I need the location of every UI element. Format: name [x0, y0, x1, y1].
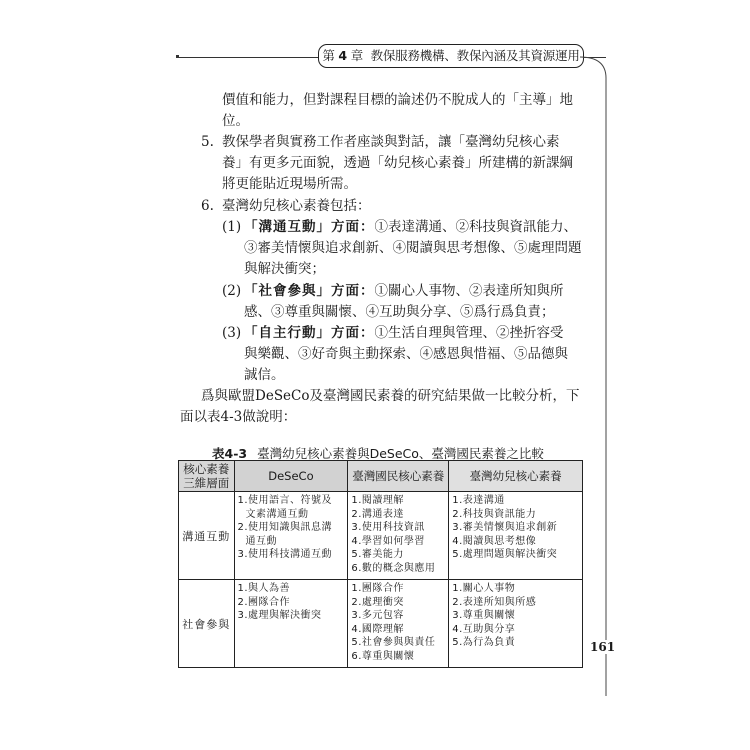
table-cell-national — [348, 492, 449, 580]
sub-1-line-2: ③審美情懷與追求創新、④閱讀與思考想像、⑤處理問題 — [244, 240, 582, 256]
continued-line-2: 位。 — [222, 113, 249, 129]
chapter-header — [318, 44, 584, 68]
sub-2-line-2: 感、③尊重與關懷、④互助與分享、⑤爲行爲負責； — [244, 304, 555, 320]
list-item: 1.關心人事物 — [452, 583, 516, 594]
sub-3-line-2: 與樂觀、③好奇與主動探索、④感恩與惜福、⑤品德與 — [244, 346, 568, 362]
sub-3-number: (3) — [222, 325, 242, 341]
list-item: 2.科技與資訊能力 — [452, 508, 537, 520]
list-item: 2.處理衝突 — [351, 596, 404, 608]
list-item: 5.社會參與與責任 — [351, 637, 436, 649]
page-number: 161 — [590, 640, 616, 654]
list-item: 3.處理與解決衝突 — [237, 610, 322, 622]
sub-3-line-3: 誠信。 — [244, 367, 285, 383]
list-item: 6.數的概念與應用 — [351, 562, 436, 574]
table-header-row — [179, 461, 583, 492]
chapter-number: 4 — [338, 48, 347, 63]
item-5-line-1: 教保學者與實務工作者座談與對話，讓「臺灣幼兒核心素 — [222, 134, 560, 150]
list-item: 1.與人為善 — [237, 583, 291, 594]
item-5-line-3: 將更能貼近現場所需。 — [222, 176, 357, 192]
list-item: 4.國際理解 — [351, 623, 404, 635]
list-item: 5.審美能力 — [351, 549, 404, 561]
sub-3-first-line — [244, 323, 564, 344]
comparison-table — [178, 460, 583, 668]
list-item: 3.多元包容 — [351, 610, 404, 622]
sub-3-line-1: ①生活自理與管理、②挫折容受 — [374, 325, 564, 341]
list-item: 4.學習如何學習 — [351, 535, 425, 547]
sub-1-line-3: 與解決衝突； — [244, 261, 325, 277]
column-header-child: 臺灣幼兒核心素養 — [449, 461, 583, 492]
list-item: 3.使用科技資訊 — [351, 522, 425, 534]
continued-line-1: 價值和能力，但對課程目標的論述仍不脫成人的「主導」地 — [222, 92, 573, 108]
column-header-deseco: DeSeCo — [234, 461, 348, 492]
list-item: 2.溝通表達 — [351, 508, 404, 520]
sub-1-tag: 「溝通互動」方面： — [244, 219, 375, 235]
corner-line-1: 核心素養 — [183, 462, 230, 476]
row-label: 社會參與 — [179, 580, 235, 668]
list-item: 3.尊重與關懷 — [452, 610, 516, 622]
table-row — [179, 580, 583, 668]
list-item: 3.使用科技溝通互動 — [237, 549, 333, 561]
closing-line-1: 爲與歐盟DeSeCo及臺灣國民素養的研究結果做一比較分析，下 — [201, 388, 580, 404]
list-item: 4.閱讀與思考想像 — [452, 535, 537, 547]
sub-3-tag: 「自主行動」方面： — [244, 325, 375, 341]
chapter-title: 教保服務機構、教保內涵及其資源運用 — [370, 48, 580, 63]
list-item: 3.審美情懷與追求創新 — [452, 522, 558, 534]
sub-1-number: (1) — [222, 219, 242, 235]
list-item: 2.團隊合作 — [237, 596, 291, 608]
item-6-number: 6. — [201, 198, 214, 214]
list-item: 1.表達溝通 — [452, 495, 505, 506]
chapter-suffix: 章 — [350, 48, 364, 63]
item-5-line-2: 養」有更多元面貌，透過「幼兒核心素養」所建構的新課綱 — [222, 155, 573, 171]
table-row — [179, 492, 583, 580]
table-caption-title: 臺灣幼兒核心素養與DeSeCo、臺灣國民素養之比較 — [257, 446, 544, 461]
table-corner-header — [179, 461, 235, 492]
sub-2-line-1: ①關心人事物、②表達所知與所 — [374, 283, 564, 299]
table-caption-id: 表4-3 — [212, 446, 248, 461]
table-cell-national — [348, 580, 449, 668]
page-edge-curve — [580, 56, 614, 696]
sub-1-line-1: ①表達溝通、②科技與資訊能力、 — [374, 219, 577, 235]
list-item: 2.表達所知與所感 — [452, 596, 537, 608]
closing-line-2: 面以表4-3做說明： — [180, 409, 297, 425]
sub-2-tag: 「社會參與」方面： — [244, 283, 375, 299]
sub-2-number: (2) — [222, 283, 242, 299]
item-5-number: 5. — [201, 134, 214, 150]
column-header-national: 臺灣國民核心素養 — [348, 461, 449, 492]
corner-line-2: 三維層面 — [183, 476, 230, 490]
table-cell-deseco — [234, 492, 348, 580]
list-item: 1.使用語言、符號及 文素溝通互動 — [237, 495, 333, 520]
list-item: 6.尊重與關懷 — [351, 650, 415, 662]
list-item: 4.互助與分享 — [452, 623, 516, 635]
table-cell-child — [449, 580, 583, 668]
list-item: 1.閱讀理解 — [351, 495, 404, 506]
list-item: 5.為行為負責 — [452, 637, 516, 649]
list-item: 2.使用知識與訊息溝 通互動 — [237, 522, 333, 547]
row-label: 溝通互動 — [179, 492, 235, 580]
sub-2-first-line — [244, 281, 564, 302]
table-cell-deseco — [234, 580, 348, 668]
list-item: 1.團隊合作 — [351, 583, 404, 594]
table-cell-child — [449, 492, 583, 580]
list-item: 5.處理問題與解決衝突 — [452, 549, 558, 561]
item-6-line: 臺灣幼兒核心素養包括： — [222, 198, 371, 214]
sub-1-first-line — [244, 217, 577, 238]
chapter-prefix: 第 — [322, 48, 335, 63]
